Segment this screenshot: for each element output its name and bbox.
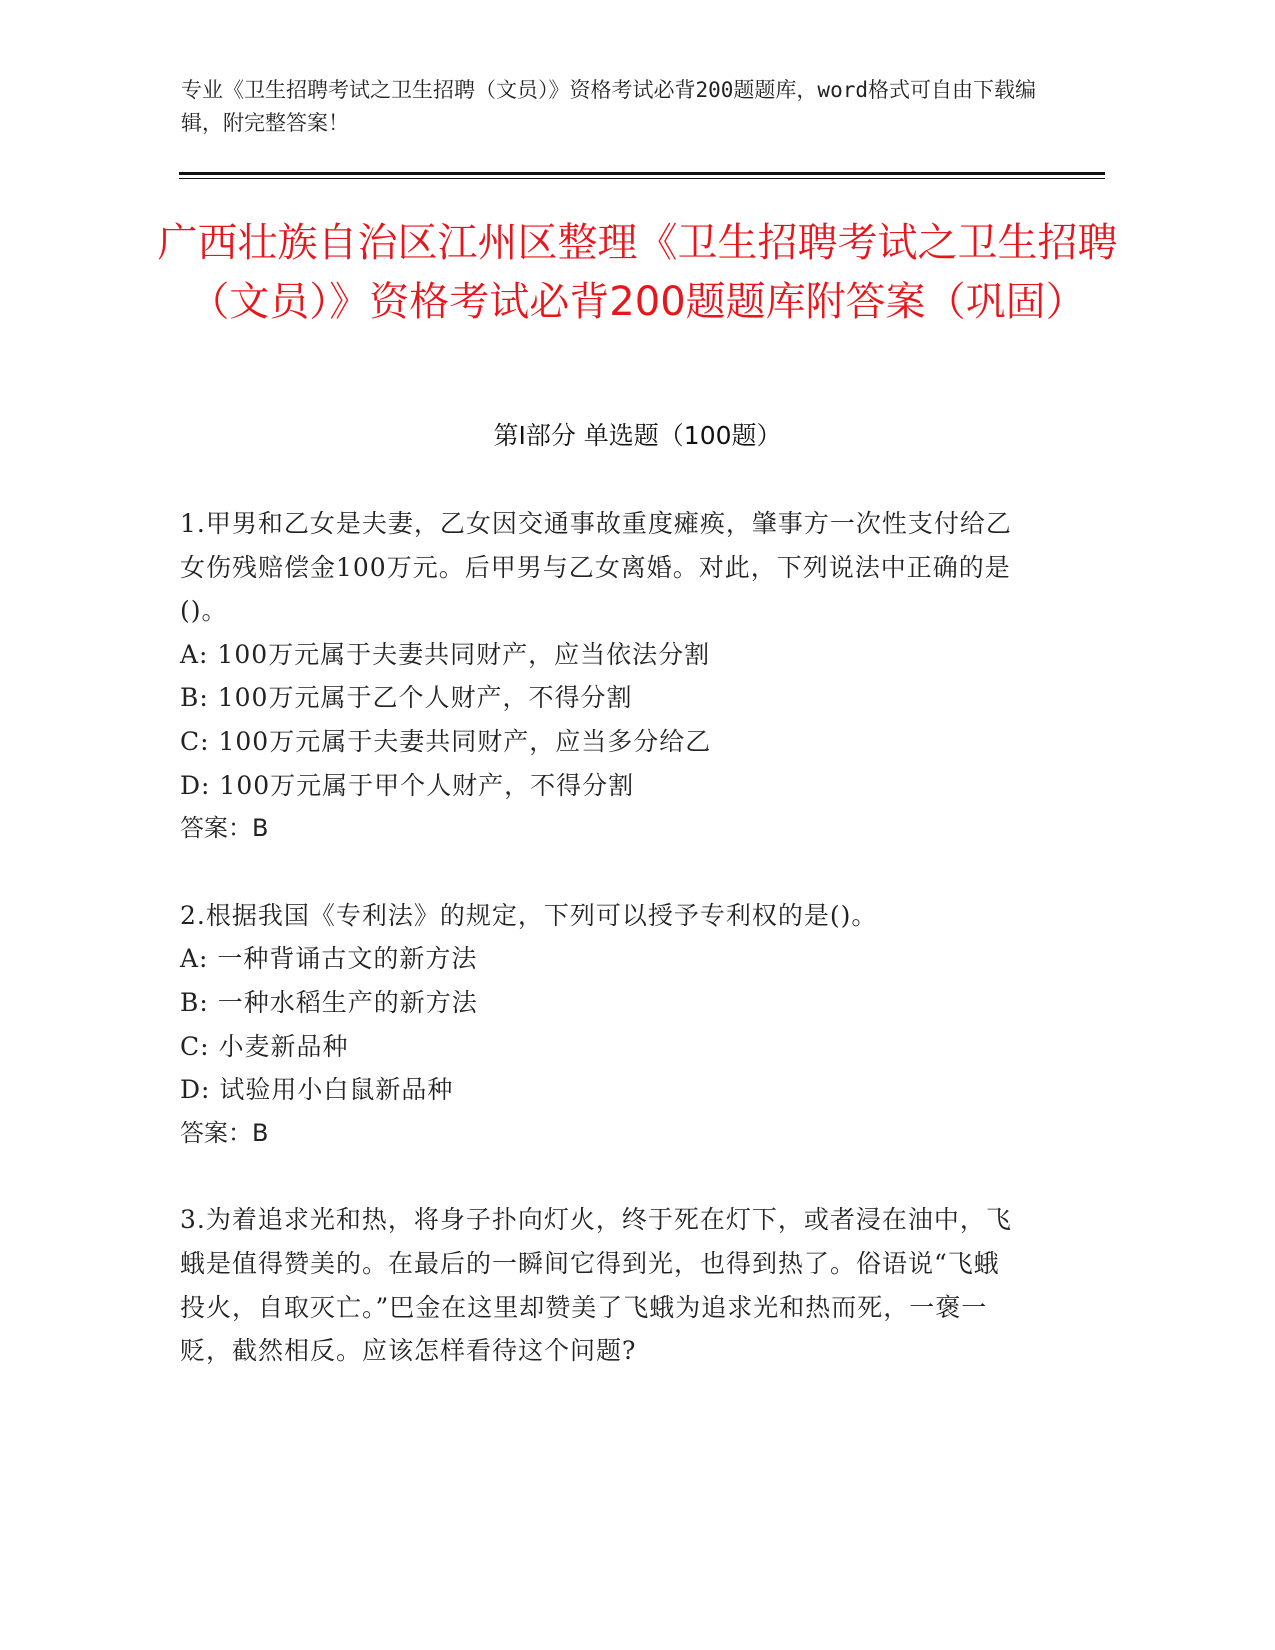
question-1: [180, 502, 1020, 851]
option-c: C: 小麦新品种: [180, 1031, 349, 1061]
answer: 答案：B: [180, 814, 269, 843]
option-d: D: 100万元属于甲个人财产，不得分割: [180, 770, 635, 800]
header-rule-thin: [179, 178, 1105, 179]
question-3: [180, 1198, 1020, 1372]
option-a: A: 一种背诵古文的新方法: [180, 944, 478, 974]
option-d: D: 试验用小白鼠新品种: [180, 1075, 454, 1105]
question-text: 2.根据我国《专利法》的规定，下列可以授予专利权的是()。: [180, 900, 878, 930]
question-2: [180, 894, 1020, 1156]
header-note: 专业《卫生招聘考试之卫生招聘（文员）》资格考试必背200题题库，word格式可自由下载编辑，附完整答案！: [181, 78, 1036, 135]
option-c: C: 100万元属于夫妻共同财产，应当多分给乙: [180, 726, 712, 756]
option-a: A: 100万元属于夫妻共同财产，应当依法分割: [180, 639, 711, 669]
question-text: 1.甲男和乙女是夫妻，乙女因交通事故重度瘫痪，肇事方一次性支付给乙女伤残赔偿金100万元。后甲男与乙女离婚。对此，下列说法中正确的是()。: [180, 509, 1012, 626]
document-title: 广西壮族自治区江州区整理《卫生招聘考试之卫生招聘（文员）》资格考试必背200题题库附答案（巩固）: [157, 220, 1118, 325]
answer: 答案：B: [180, 1118, 269, 1147]
question-text: 3.为着追求光和热，将身子扑向灯火，终于死在灯下，或者浸在油中，飞蛾是值得赞美的。在最后的一瞬间它得到光，也得到热了。俗语说“飞蛾投火，自取灭亡。”巴金在这里却赞美了飞蛾为追求光和热而死，一褒一贬，截然相反。应该怎样看待这个问题?: [180, 1205, 1012, 1366]
section-title: 第I部分 单选题（100题）: [493, 421, 782, 450]
option-b: B: 100万元属于乙个人财产，不得分割: [180, 683, 633, 713]
option-b: B: 一种水稻生产的新方法: [180, 987, 478, 1017]
header-rule-thick: [179, 172, 1105, 175]
question-list: [180, 502, 1020, 1416]
